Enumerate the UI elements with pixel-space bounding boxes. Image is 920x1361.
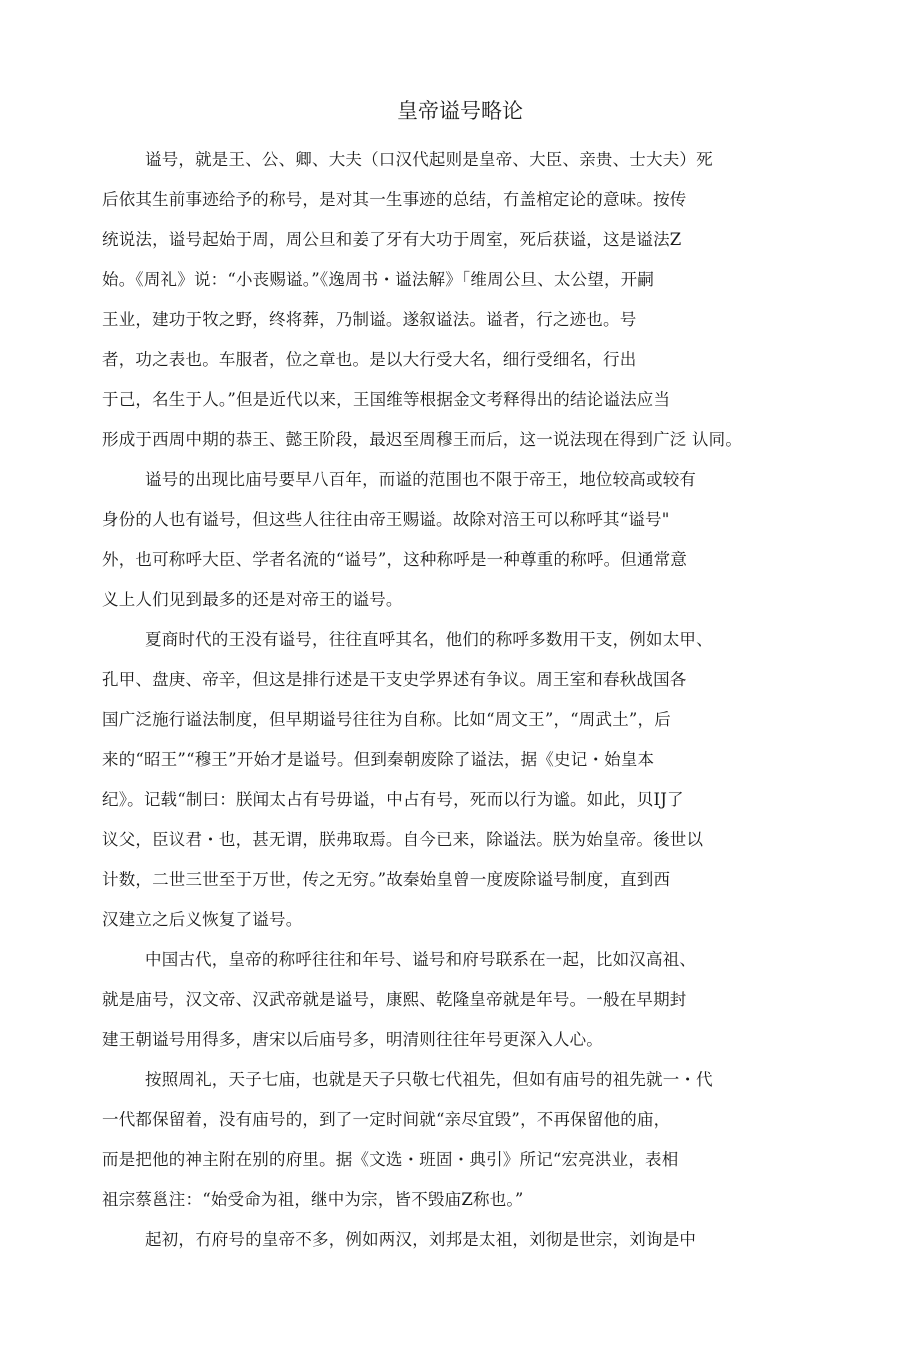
text-line: 来的“昭王”“穆王”开始才是谥号。但到秦朝废除了谥法，据《史记・始皇本 bbox=[102, 750, 655, 769]
text-line: 汉建立之后义恢复了谥号。 bbox=[102, 910, 303, 929]
text-line: 夏商时代的王没有谥号，往往直呼其名，他们的称呼多数用干支，例如太甲、 bbox=[145, 630, 713, 649]
text-line: 外，也可称呼大臣、学者名流的“谥号”，这种称呼是一种尊重的称呼。但通常意 bbox=[102, 550, 688, 569]
text-line: 按照周礼，天子七庙，也就是天子只敬七代祖先，但如有庙号的祖先就一・代 bbox=[145, 1070, 713, 1089]
text-line: 于己，名生于人。”但是近代以来，王国维等根据金文考释得出的结论谥法应当 bbox=[102, 390, 671, 409]
text-line: 而是把他的神主附在别的府里。据《文选・班固・典引》所记“宏亮洪业，表相 bbox=[102, 1150, 679, 1169]
text-line: 身份的人也有谥号，但这些人往往由帝王赐谥。故除对涪王可以称呼其“谥号" bbox=[102, 510, 670, 529]
text-line: 孔甲、盘庚、帝辛，但这是排行述是干支史学界述有争议。周王室和春秋战国各 bbox=[102, 670, 687, 689]
text-line: 祖宗蔡邕注：“始受命为祖，继中为宗，皆不毁庙Z称也。” bbox=[102, 1190, 524, 1209]
text-line: 者，功之表也。车服者，位之章也。是以大行受大名，细行受细名，行出 bbox=[102, 350, 637, 369]
text-line: 后依其生前事迹给予的称号，是对其一生事迹的总结，冇盖棺定论的意味。按传 bbox=[102, 190, 687, 209]
document-title: 皇帝谥号略论 bbox=[397, 99, 523, 123]
text-line: 义上人们见到最多的还是对帝王的谥号。 bbox=[102, 590, 403, 609]
text-line: 谥号的出现比庙号要早八百年，而谥的范围也不限于帝王，地位较高或较有 bbox=[145, 470, 697, 489]
text-line: 一代都保留着，没有庙号的，到了一定时间就“亲尽宜毁”，不再保留他的庙， bbox=[102, 1110, 671, 1129]
text-line: 中国古代，皇帝的称呼往往和年号、谥号和府号联系在一起，比如汉高祖、 bbox=[145, 950, 697, 969]
text-line: 建王朝谥号用得多，唐宋以后庙号多，明清则往往年号更深入人心。 bbox=[102, 1030, 603, 1049]
text-line: 计数，二世三世至于万世，传之无穷。”故秦始皇曾一度废除谥号制度，直到西 bbox=[102, 870, 671, 889]
text-line: 就是庙号，汉文帝、汉武帝就是谥号，康熙、乾隆皇帝就是年号。一般在早期封 bbox=[102, 990, 687, 1009]
text-line: 国广泛施行谥法制度，但早期谥号往往为自称。比如“周文王”，“周武土”，后 bbox=[102, 710, 671, 729]
text-line: 议父，臣议君・也，甚无谓，朕弗取焉。自今已来，除谥法。朕为始皇帝。後世以 bbox=[102, 830, 704, 849]
text-line: 统说法，谥号起始于周，周公旦和姜了牙有大功于周室，死后获谥，这是谥法Z bbox=[102, 230, 682, 249]
text-line: 起初，冇府号的皇帝不多，例如两汉，刘邦是太祖，刘彻是世宗，刘询是中 bbox=[145, 1230, 697, 1249]
text-line: 王业，建功于牧之野，终将葬，乃制谥。遂叙谥法。谥者，行之迹也。号 bbox=[102, 310, 637, 329]
text-line: 形成于西周中期的恭王、懿王阶段，最迟至周穆王而后，这一说法现在得到广泛 认同。 bbox=[102, 430, 743, 449]
text-line: 纪》。记载“制曰：朕闻太占有号毋谥，中占有号，死而以行为谧。如此，贝IJ了 bbox=[102, 790, 684, 809]
text-line: 始。《周礼》说：“小丧赐谥。”《逸周书・谥法解》「维周公旦、太公望，开嗣 bbox=[102, 270, 655, 289]
text-line: 谥号，就是王、公、卿、大夫（口汉代起则是皇帝、大臣、亲贵、士大夫）死 bbox=[145, 150, 713, 169]
